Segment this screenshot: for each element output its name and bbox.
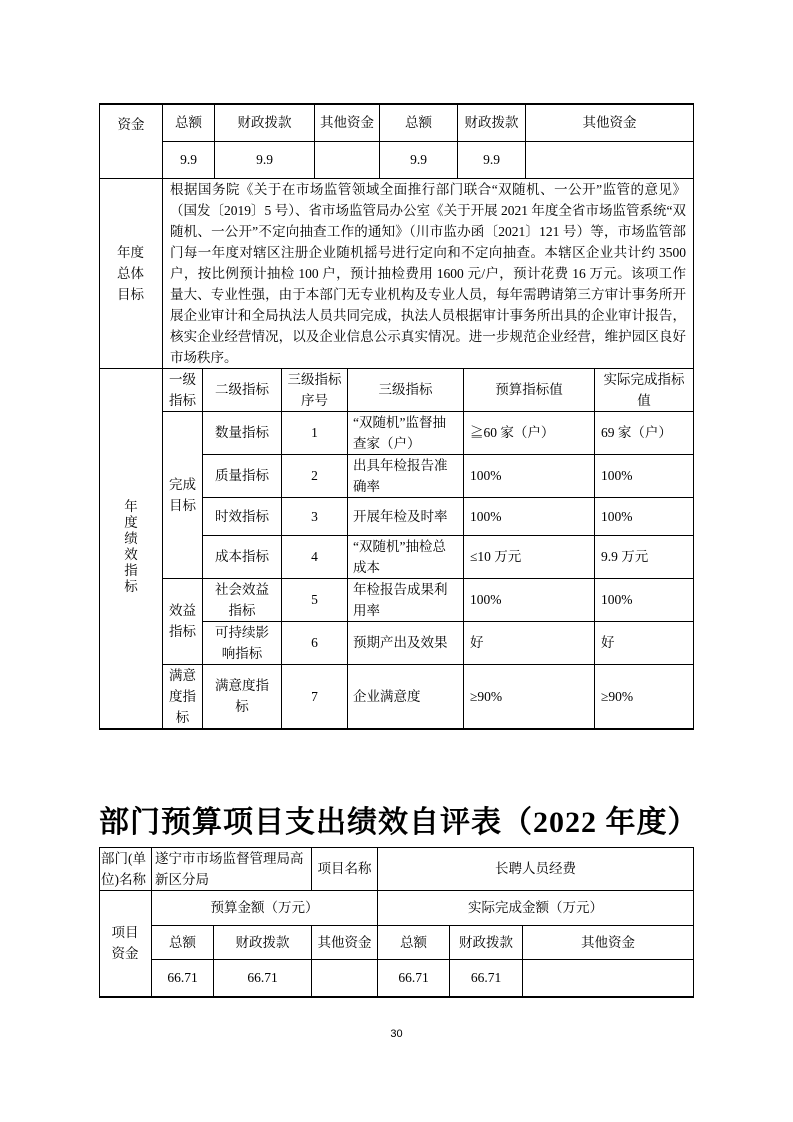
budget-other-value xyxy=(312,959,378,997)
budget-fiscal-header: 财政拨款 xyxy=(215,104,315,141)
budget-value-cell: 好 xyxy=(464,621,595,664)
budget-amount-header: 预算金额（万元） xyxy=(152,890,378,925)
actual-value-cell: 9.9 万元 xyxy=(595,535,694,578)
actual-other-header: 其他资金 xyxy=(523,925,694,959)
budget-total-value: 9.9 xyxy=(163,141,215,178)
level3-cell: 开展年检及时率 xyxy=(348,497,464,535)
group-completion-cell: 完成目标 xyxy=(163,411,203,578)
page-title: 部门预算项目支出绩效自评表（2022 年度） xyxy=(99,805,699,839)
budget-other-value xyxy=(315,141,380,178)
level2-cell: 可持续影响指标 xyxy=(203,621,282,664)
seq-cell: 5 xyxy=(282,578,348,621)
actual-other-header: 其他资金 xyxy=(526,104,694,141)
project-fund-label: 项目资金 xyxy=(111,925,139,962)
perf-section-label-cell xyxy=(100,368,163,729)
actual-amount-header: 实际完成金额（万元） xyxy=(378,890,694,925)
level3-cell: “双随机”抽检总成本 xyxy=(348,535,464,578)
level2-cell: 质量指标 xyxy=(203,454,282,497)
actual-value-cell: 100% xyxy=(595,454,694,497)
budget-value-cell: 100% xyxy=(464,578,595,621)
level2-cell: 社会效益指标 xyxy=(203,578,282,621)
funding-goal-table xyxy=(99,103,694,369)
level3-cell: 年检报告成果利用率 xyxy=(348,578,464,621)
level3-cell: “双随机”监督抽查家（户） xyxy=(348,411,464,454)
actual-fiscal-header: 财政拨款 xyxy=(450,925,523,959)
group-satisfaction-cell: 满意度指标 xyxy=(163,664,203,729)
page-number: 30 xyxy=(390,1028,403,1040)
annual-goal-label: 年度总体目标 xyxy=(117,244,144,302)
seq-cell: 1 xyxy=(282,411,348,454)
budget-total-value: 66.71 xyxy=(152,959,214,997)
project-value-cell: 长聘人员经费 xyxy=(378,847,694,890)
seq-cell: 4 xyxy=(282,535,348,578)
budget-total-header: 总额 xyxy=(163,104,215,141)
project-label-cell: 项目名称 xyxy=(312,847,378,890)
actual-value-cell: 69 家（户） xyxy=(595,411,694,454)
seq-cell: 7 xyxy=(282,664,348,729)
performance-indicator-table xyxy=(99,368,694,730)
group-benefit-cell: 效益指标 xyxy=(163,578,203,664)
budget-fiscal-value: 9.9 xyxy=(215,141,315,178)
project-fund-label-cell xyxy=(100,890,152,997)
level3-cell: 预期产出及效果 xyxy=(348,621,464,664)
actual-total-header: 总额 xyxy=(378,925,450,959)
header-level1: 一级指标 xyxy=(163,368,203,411)
level2-cell: 成本指标 xyxy=(203,535,282,578)
header-seq: 三级指标序号 xyxy=(282,368,348,411)
seq-cell: 2 xyxy=(282,454,348,497)
seq-cell: 3 xyxy=(282,497,348,535)
budget-value-cell: ≤10 万元 xyxy=(464,535,595,578)
actual-value-cell: 好 xyxy=(595,621,694,664)
annual-goal-label-cell xyxy=(100,178,163,368)
actual-fiscal-header: 财政拨款 xyxy=(458,104,526,141)
actual-total-header: 总额 xyxy=(380,104,458,141)
budget-other-header: 其他资金 xyxy=(315,104,380,141)
actual-fiscal-value: 9.9 xyxy=(458,141,526,178)
header-budget-value: 预算指标值 xyxy=(464,368,595,411)
actual-value-cell: 100% xyxy=(595,578,694,621)
annual-goal-text-cell: 根据国务院《关于在市场监管领域全面推行部门联合“双随机、一公开”监管的意见》（国发〔2019〕5 号）、省市场监管局办公室《关于开展 2021 年度全省市场监管系统“双随机、一公开”不定向抽查工作的通知》（川市监办函〔2021〕121 号）等，市场监管部门每一年度对辖区注册企业随机摇号进行定向和不定向抽查。本辖区企业共计约 3500 户，按比例预计抽检 100 户，预计抽检费用 1600 元/户，预计花费 16 万元。该项工作量大、专业性强，由于本部门无专业机构及专业人员，每年需聘请第三方审计事务所开展企业审计和全局执法人员共同完成，执法人员根据审计事务所出具的企业审计报告，核实企业经营情况，以及企业信息公示真实情况。进一步规范企业经营，维护园区良好市场秩序。 xyxy=(163,178,694,368)
budget-fiscal-value: 66.71 xyxy=(214,959,312,997)
budget-fiscal-header: 财政拨款 xyxy=(214,925,312,959)
budget-value-cell: 100% xyxy=(464,454,595,497)
budget-total-header: 总额 xyxy=(152,925,214,959)
seq-cell: 6 xyxy=(282,621,348,664)
funding-label-cell: 资金 xyxy=(100,104,163,178)
header-level2: 二级指标 xyxy=(203,368,282,411)
actual-fiscal-value: 66.71 xyxy=(450,959,523,997)
dept-label-cell xyxy=(100,847,152,890)
level2-cell: 数量指标 xyxy=(203,411,282,454)
self-eval-table xyxy=(99,847,694,999)
dept-label: 部门(单位)名称 xyxy=(101,850,146,887)
budget-value-cell: ≧60 家（户） xyxy=(464,411,595,454)
actual-other-value xyxy=(523,959,694,997)
header-level3: 三级指标 xyxy=(348,368,464,411)
actual-value-cell: 100% xyxy=(595,497,694,535)
indicator-row xyxy=(100,578,694,621)
actual-other-value xyxy=(526,141,694,178)
level3-cell: 企业满意度 xyxy=(348,664,464,729)
actual-value-cell: ≥90% xyxy=(595,664,694,729)
indicator-row xyxy=(100,411,694,454)
actual-total-value: 66.71 xyxy=(378,959,450,997)
header-actual-value: 实际完成指标值 xyxy=(595,368,694,411)
budget-other-header: 其他资金 xyxy=(312,925,378,959)
budget-value-cell: 100% xyxy=(464,497,595,535)
perf-section-label: 年度绩效指标 xyxy=(124,499,138,594)
level3-cell: 出具年检报告准确率 xyxy=(348,454,464,497)
actual-total-value: 9.9 xyxy=(380,141,458,178)
indicator-row xyxy=(100,664,694,729)
level2-cell: 满意度指标 xyxy=(203,664,282,729)
level2-cell: 时效指标 xyxy=(203,497,282,535)
budget-value-cell: ≥90% xyxy=(464,664,595,729)
dept-value-cell: 遂宁市市场监督管理局高新区分局 xyxy=(152,847,312,890)
doc-content xyxy=(99,103,699,998)
